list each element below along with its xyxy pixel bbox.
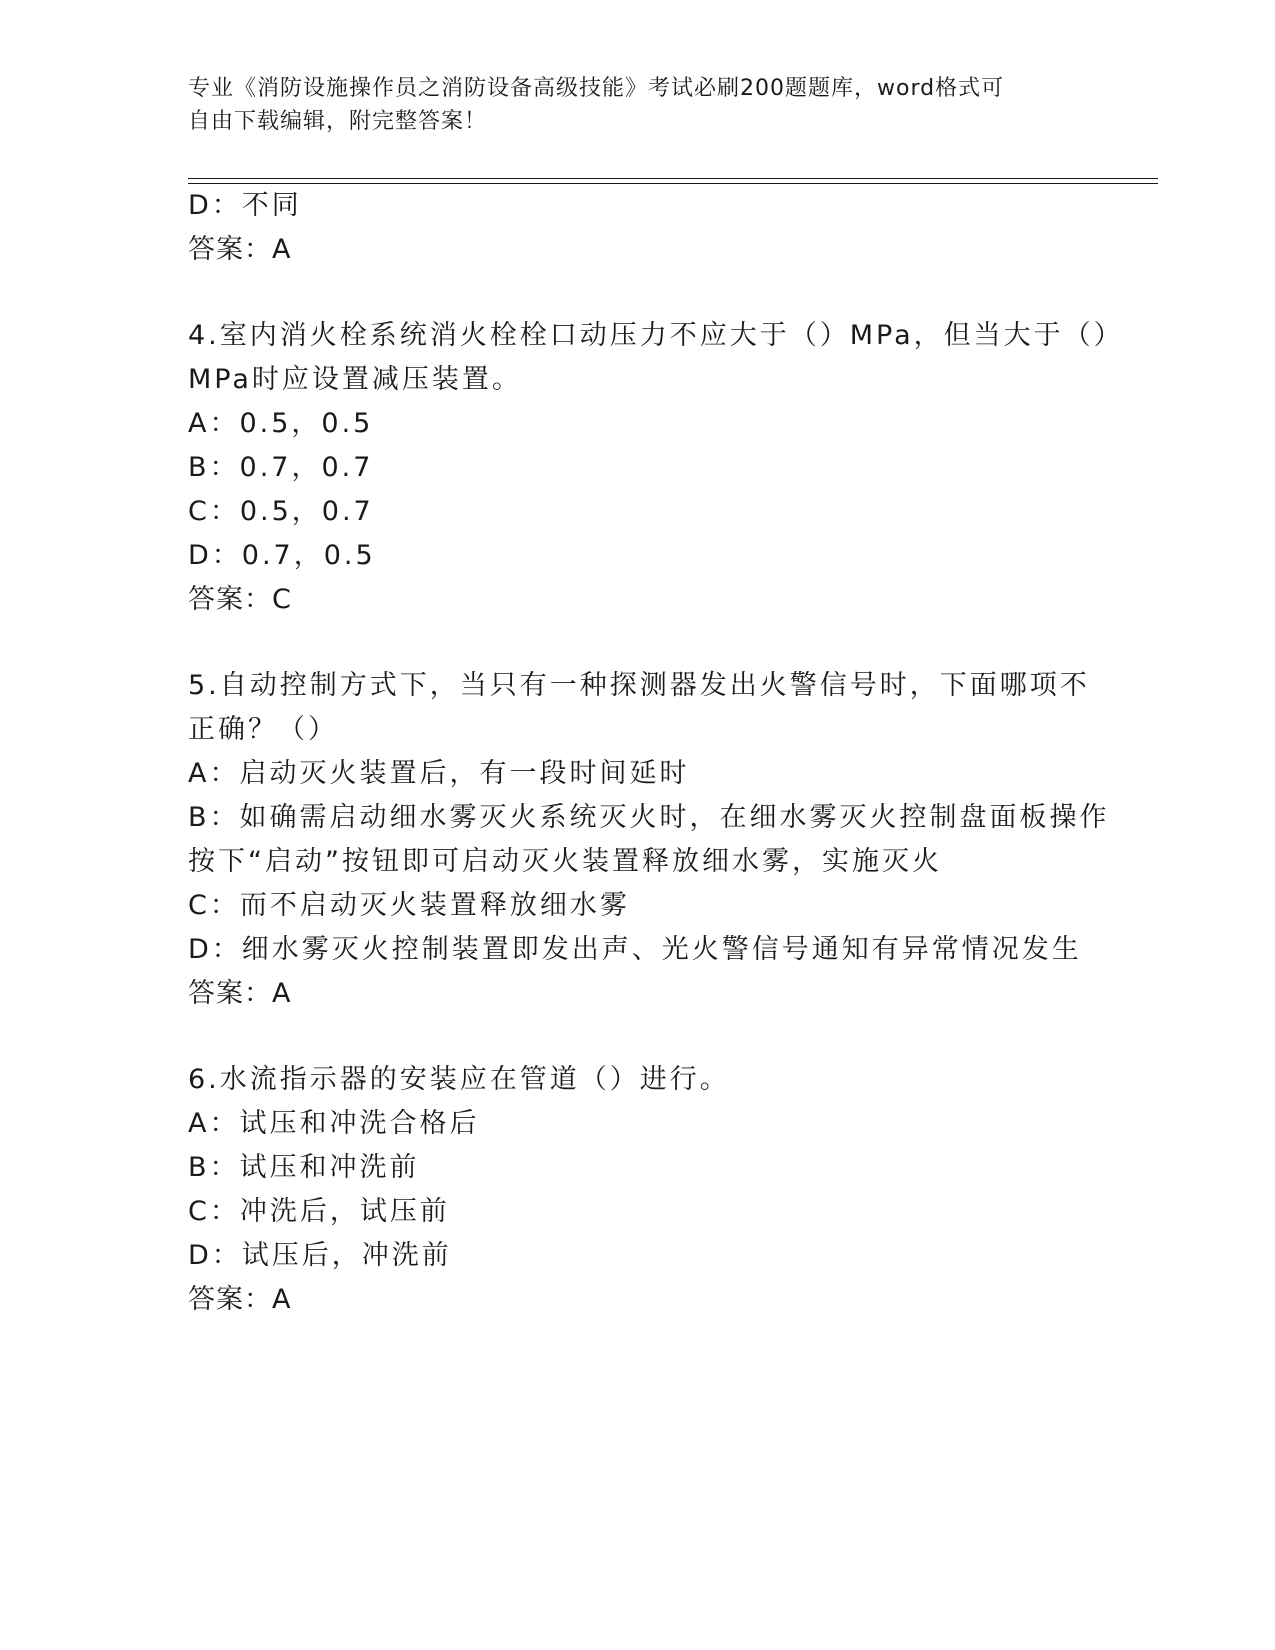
header-line-1: 专业《消防设施操作员之消防设备高级技能》考试必刷200题题库，word格式可: [188, 76, 1005, 101]
prev-option-d: D：不同: [188, 190, 302, 221]
question-5-option-c: C：而不启动灭火装置释放细水雾: [188, 890, 630, 921]
question-4-stem-line-1: 4.室内消火栓系统消火栓栓口动压力不应大于（）MPa，但当大于（）: [188, 320, 1124, 351]
question-4-option-b: B：0.7，0.7: [188, 452, 374, 483]
document-header: [188, 72, 1088, 138]
header-line-2: 自由下载编辑，附完整答案！: [188, 109, 488, 134]
question-6-option-c: C：冲洗后，试压前: [188, 1196, 450, 1227]
prev-answer: 答案：A: [188, 234, 292, 265]
question-4-option-d: D：0.7，0.5: [188, 540, 376, 571]
question-5-answer: 答案：A: [188, 978, 292, 1009]
question-6-stem: 6.水流指示器的安装应在管道（）进行。: [188, 1064, 730, 1095]
question-6-option-a: A：试压和冲洗合格后: [188, 1108, 480, 1139]
header-divider-top: [188, 178, 1158, 179]
question-5-option-d: D：细水雾灭火控制装置即发出声、光火警信号通知有异常情况发生: [188, 934, 1082, 965]
question-6-answer: 答案：A: [188, 1284, 292, 1315]
question-5-stem-line-1: 5.自动控制方式下，当只有一种探测器发出火警信号时，下面哪项不: [188, 670, 1090, 701]
question-4-stem-line-2: MPa时应设置减压装置。: [188, 364, 522, 395]
question-6-option-d: D：试压后，冲洗前: [188, 1240, 452, 1271]
question-6-option-b: B：试压和冲洗前: [188, 1152, 420, 1183]
question-5-option-a: A：启动灭火装置后，有一段时间延时: [188, 758, 690, 789]
question-4-option-a: A：0.5，0.5: [188, 408, 374, 439]
question-5-option-b-line-1: B：如确需启动细水雾灭火系统灭火时，在细水雾灭火控制盘面板操作: [188, 802, 1110, 833]
header-divider-bottom: [188, 183, 1158, 184]
question-4-answer: 答案：C: [188, 584, 292, 615]
question-4-option-c: C：0.5，0.7: [188, 496, 374, 527]
question-5-option-b-line-2: 按下“启动”按钮即可启动灭火装置释放细水雾，实施灭火: [188, 846, 942, 877]
question-5-stem-line-2: 正确？（）: [188, 714, 338, 745]
